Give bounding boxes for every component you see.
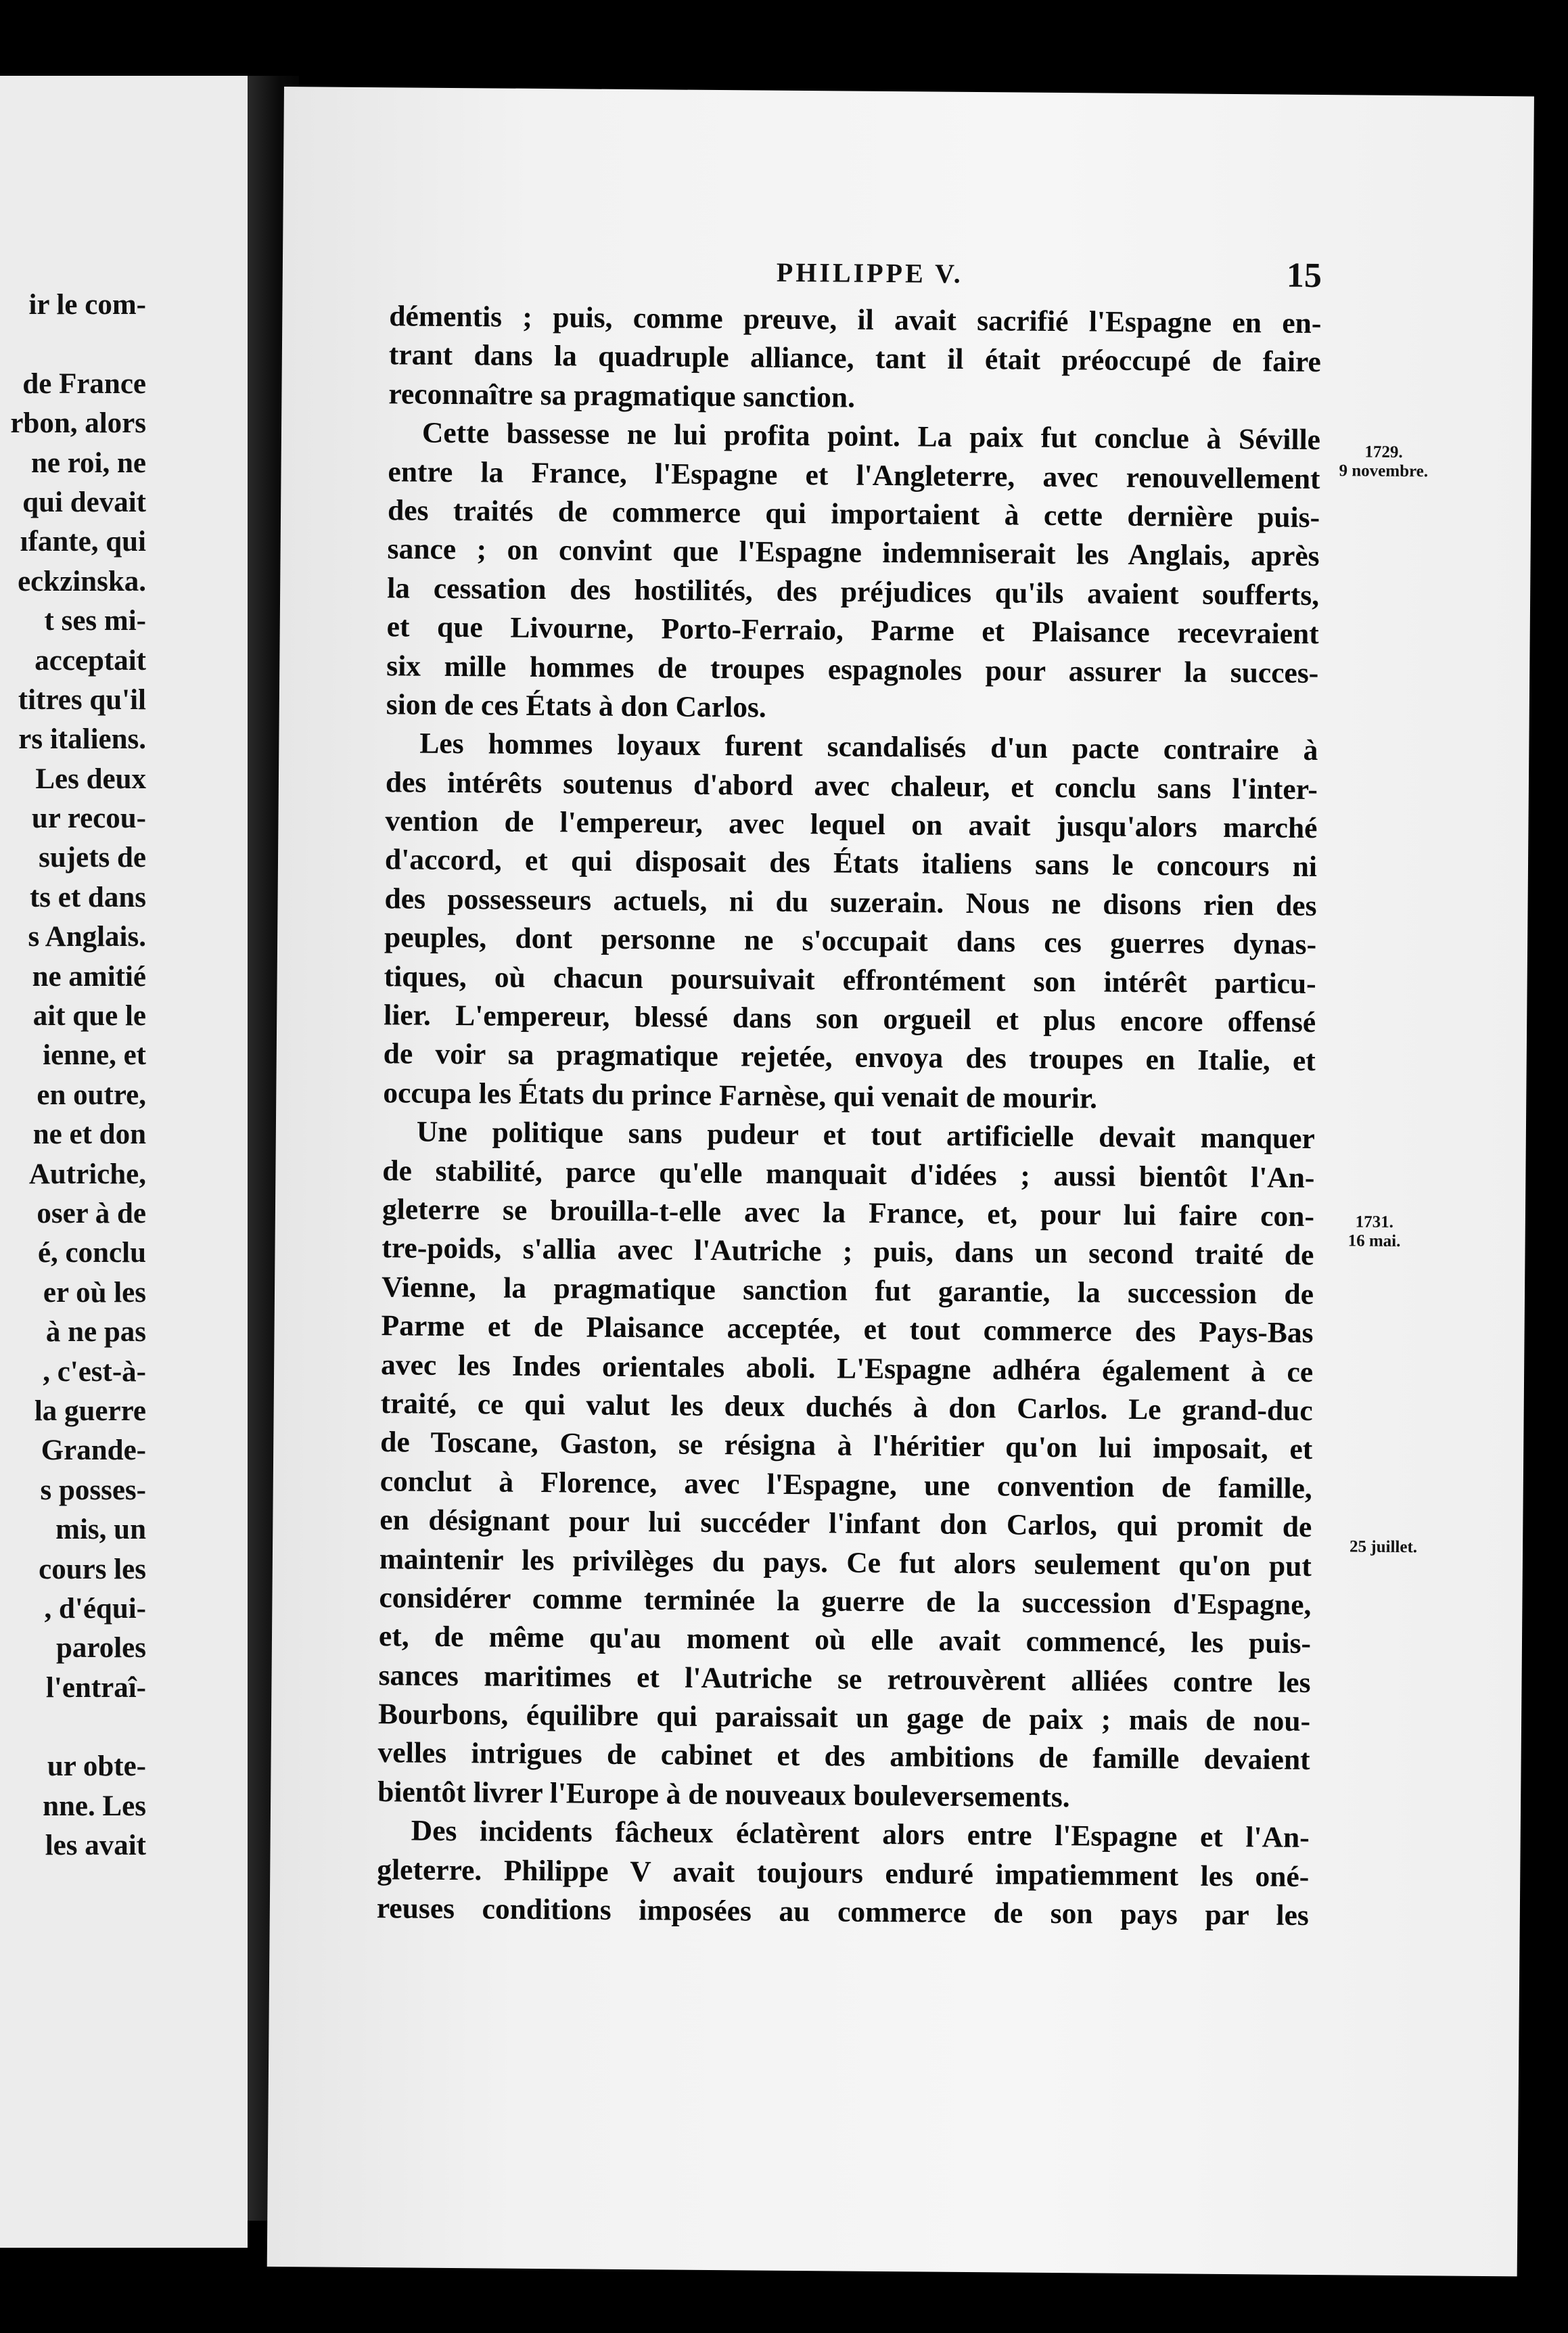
left-page-line: ne roi, ne <box>30 447 146 479</box>
body-line: de stabilité, parce qu'elle manquait d'idées ; aussi bientôt l'An- <box>382 1154 1315 1194</box>
body-line: des intérêts soutenus d'abord avec chaleur, et conclu sans l'inter- <box>385 765 1318 806</box>
left-page-line: rbon, alors <box>10 407 146 440</box>
body-line: peuples, dont personne ne s'occupait dans ces guerres dynas- <box>384 921 1317 961</box>
left-page-line: ur recou- <box>31 802 146 835</box>
left-page-line: ne amitié <box>32 960 146 993</box>
left-page-line: s posses- <box>40 1474 146 1506</box>
body-line: Des incidents fâcheux éclatèrent alors entre l'Espagne et l'An- <box>411 1814 1310 1855</box>
body-line: entre la France, l'Espagne et l'Angleterre, avec renouvellement <box>388 455 1320 495</box>
left-page-line: ait que le <box>32 1000 146 1033</box>
left-page-line: ur obte- <box>47 1750 146 1783</box>
body-line: la cessation des hostilités, des préjudices qu'ils avaient soufferts, <box>386 571 1320 612</box>
body-line: Vienne, la pragmatique sanction fut garantie, la succession de <box>381 1270 1314 1311</box>
left-page-line: oser à de <box>37 1197 146 1229</box>
body-line: Une politique sans pudeur et tout artificielle devait manquer <box>416 1115 1316 1156</box>
margin-note-1731 <box>1348 1213 1401 1251</box>
left-page-line: cours les <box>39 1553 146 1585</box>
left-page-line: ıfante, qui <box>20 526 146 558</box>
body-line: considérer comme terminée la guerre de la succession d'Espagne, <box>379 1581 1312 1621</box>
body-line: et, de même qu'au moment où elle avait commencé, les puis- <box>378 1620 1312 1660</box>
body-line: maintenir les privilèges du pays. Ce fut alors seulement qu'on put <box>379 1542 1312 1583</box>
left-page-line: t ses mi- <box>44 605 146 637</box>
left-page-line: rs italiens. <box>18 723 146 756</box>
left-page-line <box>0 1708 146 1747</box>
left-page-line: paroles <box>56 1632 146 1664</box>
left-page-line: eckzinska. <box>18 565 146 597</box>
running-head: PHILIPPE V. <box>776 256 963 289</box>
margin-note-juillet: 25 juillet. <box>1349 1537 1418 1557</box>
left-page-line: acceptait <box>34 644 146 677</box>
left-page-line: qui devait <box>22 486 146 518</box>
body-line: conclut à Florence, avec l'Espagne, une convention de famille, <box>379 1464 1312 1505</box>
left-page-line: s Anglais. <box>28 921 146 953</box>
left-page-line: ne et don <box>32 1118 146 1151</box>
left-page-line <box>0 325 146 364</box>
left-page-line: mis, un <box>55 1514 146 1546</box>
left-page-line: nne. Les <box>43 1790 146 1822</box>
left-page-line: Grande- <box>41 1434 146 1467</box>
left-page-line: ir le com- <box>28 289 146 321</box>
margin-note-date: 16 mai. <box>1347 1231 1401 1251</box>
left-page <box>0 76 248 2248</box>
body-line: et que Livourne, Porto-Ferraio, Parme et Plaisance recevraient <box>386 610 1319 651</box>
left-page-line: ienne, et <box>43 1039 146 1072</box>
body-line: velles intrigues de cabinet et des ambitions de famille devaient <box>377 1736 1310 1777</box>
body-line: avec les Indes orientales aboli. L'Espagne adhéra également à ce <box>380 1348 1314 1388</box>
left-page-line: , c'est-à- <box>43 1355 146 1388</box>
body-line: d'accord, et qui disposait des États italiens sans le concours ni <box>384 843 1318 884</box>
body-line: sances maritimes et l'Autriche se retrouvèrent alliées contre les <box>378 1658 1311 1699</box>
body-line: trant dans la quadruple alliance, tant il était préoccupé de faire <box>388 338 1322 379</box>
body-line: six mille hommes de troupes espagnoles pour assurer la succes- <box>386 649 1319 689</box>
left-page-line: l'entraî- <box>45 1671 146 1704</box>
body-line: reconnaître sa pragmatique sanction. <box>388 378 856 414</box>
body-line: de voir sa pragmatique rejetée, envoya des troupes en Italie, et <box>383 1037 1316 1078</box>
left-page-line: Autriche, <box>28 1158 146 1190</box>
left-page-line: de France <box>22 367 146 400</box>
body-line: en désignant pour lui succéder l'infant don Carlos, qui promit de <box>379 1503 1312 1544</box>
left-page-line: Les deux <box>35 763 146 795</box>
left-page-line: la guerre <box>34 1395 146 1427</box>
body-line: des possesseurs actuels, ni du suzerain. Nous ne disons rien des <box>384 882 1317 922</box>
body-line: sance ; on convint que l'Espagne indemniserait les Anglais, après <box>387 533 1320 573</box>
body-line: Parme et de Plaisance acceptée, et tout commerce des Pays-Bas <box>381 1309 1314 1350</box>
body-line: occupa les États du prince Farnèse, qui venait de mourir. <box>383 1077 1098 1115</box>
left-page-line: ts et dans <box>29 881 146 913</box>
left-page-line: titres qu'il <box>18 683 146 716</box>
body-line: bientôt livrer l'Europe à de nouveaux bouleversements. <box>377 1775 1070 1814</box>
body-line: Bourbons, équilibre qui paraissait un gage de paix ; mais de nou- <box>377 1698 1311 1738</box>
body-line: tre-poids, s'allia avec l'Autriche ; puis, dans un second traité de <box>382 1231 1314 1272</box>
left-page-line: sujets de <box>39 842 146 874</box>
margin-note-1729 <box>1339 443 1428 481</box>
page-number: 15 <box>1286 256 1322 296</box>
right-page <box>267 87 1534 2276</box>
body-line: gleterre. Philippe V avait toujours enduré impatiemment les oné- <box>377 1853 1310 1893</box>
body-line: Cette bassesse ne lui profita point. La paix fut conclue à Séville <box>421 416 1321 457</box>
left-page-line: é, conclu <box>37 1237 146 1269</box>
left-page-line: à ne pas <box>45 1316 146 1349</box>
left-page-line: , d'équi- <box>44 1592 146 1625</box>
body-line: gleterre se brouilla-t-elle avec la France, et, pour lui faire con- <box>382 1193 1315 1233</box>
body-line: démentis ; puis, comme preuve, il avait sacrifié l'Espagne en en- <box>389 300 1322 340</box>
margin-note-year: 1729. <box>1364 443 1403 462</box>
body-line: lier. L'empereur, blessé dans son orgueil et plus encore offensé <box>384 999 1316 1039</box>
body-line: tiques, où chacun poursuivait effrontément son intérêt particu- <box>384 959 1316 1000</box>
left-page-line: les avait <box>45 1830 146 1862</box>
body-line: des traités de commerce qui importaient à cette dernière puis- <box>387 494 1320 534</box>
left-page-line: en outre, <box>37 1079 146 1111</box>
left-page-text <box>0 286 146 1866</box>
body-line: traité, ce qui valut les deux duchés à don Carlos. Le grand-duc <box>380 1387 1313 1427</box>
body-line: vention de l'empereur, avec lequel on avait jusqu'alors marché <box>385 805 1318 845</box>
body-line: Les hommes loyaux furent scandalisés d'un pacte contraire à <box>419 727 1318 767</box>
body-line: de Toscane, Gaston, se résigna à l'héritier qu'on lui imposait, et <box>380 1426 1313 1466</box>
left-page-line: er où les <box>43 1276 146 1309</box>
margin-note-year: 1731. <box>1355 1213 1393 1231</box>
body-text <box>377 297 1322 1935</box>
margin-note-date: 9 novembre. <box>1339 461 1429 481</box>
body-line: sion de ces États à don Carlos. <box>386 688 766 724</box>
body-line: reuses conditions imposées au commerce de son pays par les <box>376 1892 1310 1932</box>
